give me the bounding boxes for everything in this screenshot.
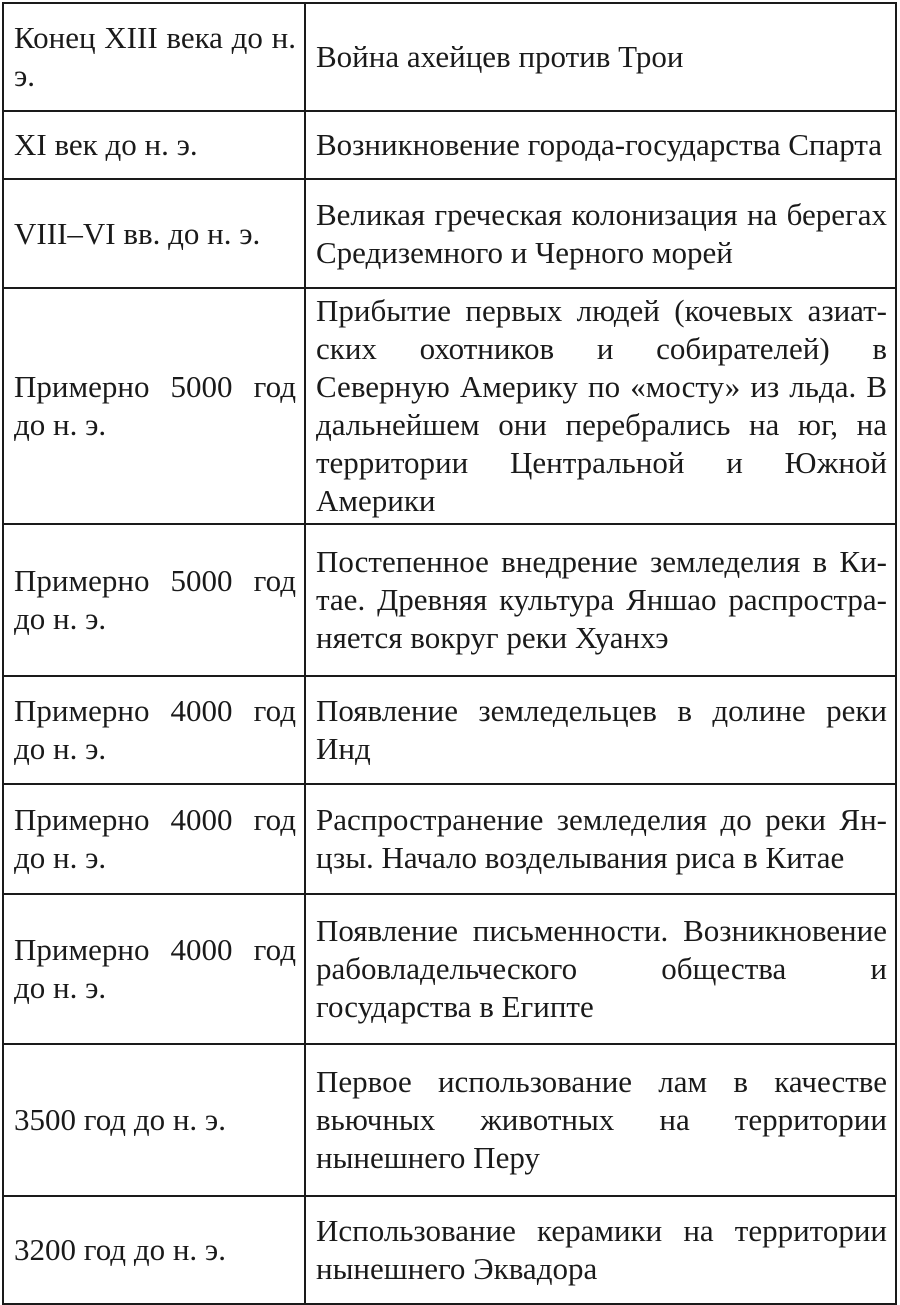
date-cell: Конец XIII века до н. э. bbox=[4, 4, 306, 110]
event-cell: Первое использование лам в качестве вьючных животных на территории нынешнего Перу bbox=[306, 1045, 897, 1195]
table-row bbox=[4, 525, 897, 677]
table-row bbox=[4, 785, 897, 895]
event-cell: Постепенное внедрение земледелия в Китае. Древняя культура Яншао распространяется вокруг реки Хуанхэ bbox=[306, 525, 897, 675]
date-cell: 3500 год до н. э. bbox=[4, 1045, 306, 1195]
event-cell: Великая греческая колонизация на берегах Средиземного и Черного морей bbox=[306, 180, 897, 287]
date-cell: XI век до н. э. bbox=[4, 112, 306, 178]
table-row bbox=[4, 112, 897, 180]
date-cell: VIII–VI вв. до н. э. bbox=[4, 180, 306, 287]
date-cell: Примерно 5000 год до н. э. bbox=[4, 525, 306, 675]
table-row bbox=[4, 4, 897, 112]
table-row bbox=[4, 180, 897, 289]
table-row bbox=[4, 895, 897, 1045]
table-row bbox=[4, 677, 897, 785]
event-cell: Использование керамики на территории нынешнего Эквадора bbox=[306, 1197, 897, 1303]
table-row bbox=[4, 1045, 897, 1197]
table-row bbox=[4, 1197, 897, 1305]
event-cell: Возникновение города-государства Спарта bbox=[306, 112, 897, 178]
date-cell: Примерно 4000 год до н. э. bbox=[4, 895, 306, 1043]
event-cell: Распространение земледелия до реки Янцзы. Начало возделывания риса в Китае bbox=[306, 785, 897, 893]
event-cell: Появление земледельцев в долине реки Инд bbox=[306, 677, 897, 783]
table-row bbox=[4, 289, 897, 525]
event-cell: Появление письменности. Возникновение рабовладельческого общества и государства в Египте bbox=[306, 895, 897, 1043]
date-cell: Примерно 5000 год до н. э. bbox=[4, 289, 306, 523]
event-cell: Прибытие первых людей (кочевых азиатских охотников и собирателей) в Северную Америку по «мосту» из льда. В дальнейшем они перебрались на юг, на территории Центральной и Южной Америки bbox=[306, 289, 897, 523]
date-cell: Примерно 4000 год до н. э. bbox=[4, 785, 306, 893]
event-cell: Война ахейцев против Трои bbox=[306, 4, 897, 110]
date-cell: 3200 год до н. э. bbox=[4, 1197, 306, 1303]
date-cell: Примерно 4000 год до н. э. bbox=[4, 677, 306, 783]
chronology-table bbox=[2, 2, 897, 1305]
